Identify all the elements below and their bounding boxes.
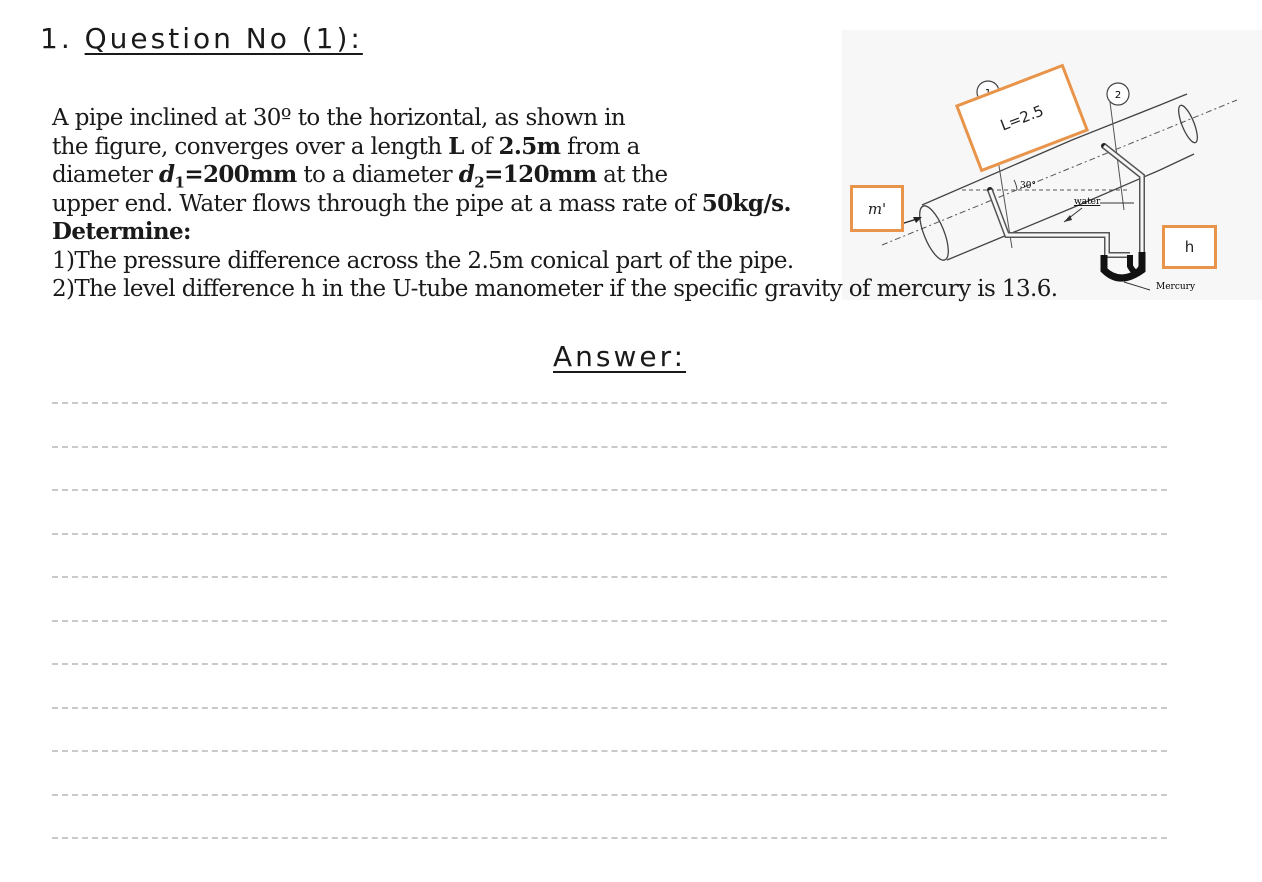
problem-text-3a: diameter [52,162,159,188]
problem-text-1: A pipe inclined at 30º to the horizontal, as shown in [52,105,626,131]
answer-writing-line[interactable] [52,794,1167,796]
problem-text-3b: to a diameter [296,162,459,188]
answer-writing-line[interactable] [52,533,1167,535]
answer-writing-line[interactable] [52,663,1167,665]
problem-statement [52,101,1058,304]
pipe-outlet-end [1175,103,1201,145]
problem-line-2 [52,133,1052,162]
angle-label: 30° [1020,181,1036,191]
problem-text-2c: from a [560,133,640,160]
determine-text: Determine: [52,218,191,245]
question-number: 1. [40,22,73,55]
answer-lines[interactable] [52,402,1167,881]
answer-writing-line[interactable] [52,402,1167,404]
question-title: Question No (1): [84,22,363,55]
problem-text-3c: at the [596,162,668,188]
h-label-box [1162,225,1217,269]
water-arrow-head [1064,215,1072,222]
mass-flow-label: m' [867,199,887,218]
problem-text-4a: upper end. Water flows through the pipe at a mass rate of [52,190,702,217]
section-2-text: 2 [1114,90,1122,101]
problem-line-3 [52,161,1052,190]
mass-rate-value: 50kg/s. [701,189,791,217]
d1-subscript: 1 [174,173,185,192]
question-heading [40,22,363,55]
problem-text-2a: the figure, converges over a length [52,133,449,160]
d2-symbol: d [458,161,475,188]
problem-text-2b: of [463,133,499,160]
d2-value: =120mm [484,161,597,188]
h-label: h [1184,238,1195,256]
task-item-2: 2)The level difference h in the U-tube manometer if the specific gravity of mercury is 13.6. [52,276,1058,302]
answer-title: Answer: [553,340,687,373]
problem-line-4 [52,190,1052,219]
determine-heading [52,218,1052,247]
length-symbol: L [448,132,464,160]
d1-value: =200mm [184,161,297,188]
length-value: 2.5m [498,132,561,160]
answer-writing-line[interactable] [52,837,1167,839]
problem-line-1 [52,101,1052,135]
length-label: L=2.5 [997,101,1047,135]
mercury-label: Mercury [1156,282,1196,292]
d1-symbol: d [158,161,175,188]
answer-writing-line[interactable] [52,620,1167,622]
answer-writing-line[interactable] [52,750,1167,752]
task-item-1: 1)The pressure difference across the 2.5m conical part of the pipe. [52,247,794,274]
answer-writing-line[interactable] [52,489,1167,491]
answer-writing-line[interactable] [52,446,1167,448]
answer-writing-line[interactable] [52,576,1167,578]
water-label: water [1074,197,1101,207]
mercury-pointer [1124,282,1150,290]
answer-writing-line[interactable] [52,707,1167,709]
d2-subscript: 2 [474,173,485,192]
